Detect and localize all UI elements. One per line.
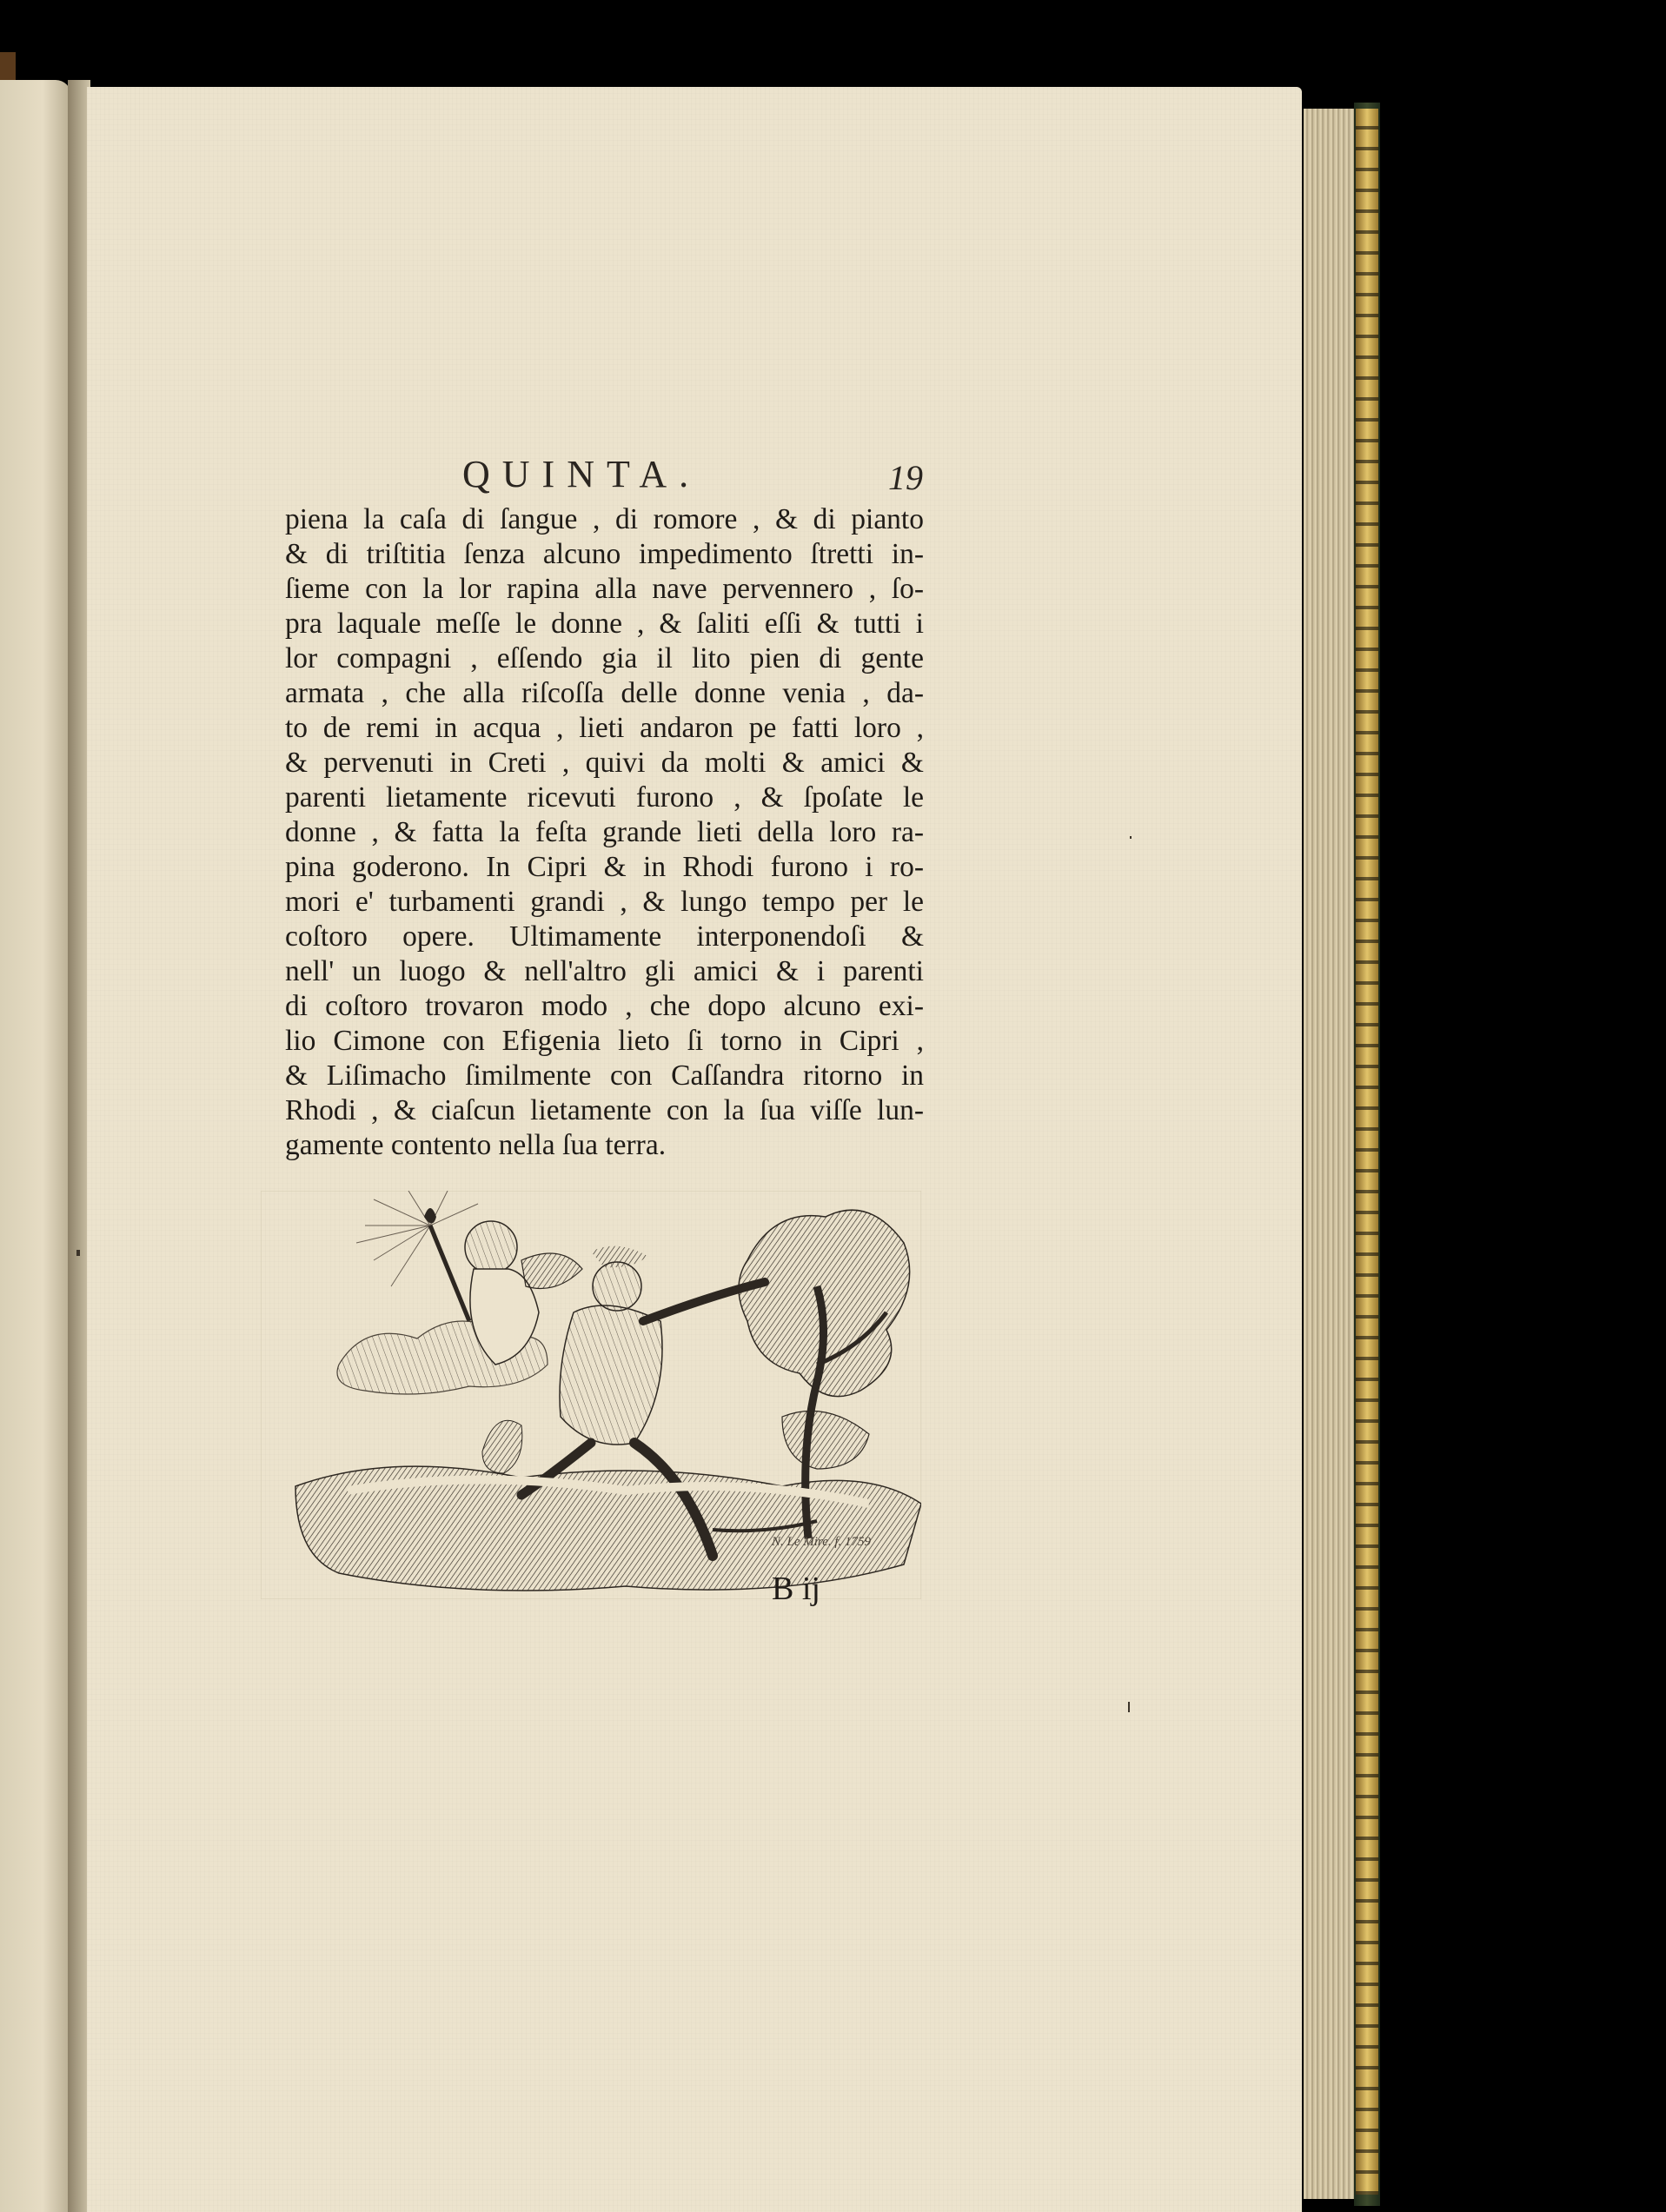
page-number: 19 — [888, 458, 923, 497]
body-text — [285, 502, 924, 1163]
signature-mark: B ij — [772, 1571, 820, 1607]
text-line: pra laquale meſſe le donne , & ſaliti eſſi & tutti i — [285, 608, 924, 640]
text-line: armata , che alla riſcoſſa delle donne venia , da- — [285, 677, 924, 709]
text-line: ſieme con la lor rapina alla nave pervennero , ſo- — [285, 573, 924, 605]
paper-speck — [1130, 836, 1132, 839]
page-block-edges — [1304, 109, 1356, 2199]
text-line: Rhodi , & ciaſcun lietamente con la ſua viſſe lun- — [285, 1094, 924, 1126]
text-line: coſtoro opere. Ultimamente interponendoſi & — [285, 920, 924, 953]
text-line: pina goderono. In Cipri & in Rhodi furono i ro- — [285, 851, 924, 883]
sunburst — [356, 1191, 478, 1286]
text-line: to de remi in acqua , lieti andaron pe fatti loro , — [285, 712, 924, 744]
text-line: lor compagni , eſſendo gia il lito pien di gente — [285, 642, 924, 674]
text-line: mori e' turbamenti grandi , & lungo tempo per le — [285, 886, 924, 918]
page-header — [462, 452, 923, 504]
text-line: lio Cimone con Efigenia lieto ſi torno in Cipri , — [285, 1025, 924, 1057]
text-line: di coſtoro trovaron modo , che dopo alcuno exi- — [285, 990, 924, 1022]
text-line: & di triſtitia ſenza alcuno impedimento ſtretti in- — [285, 538, 924, 570]
left-page-edge — [0, 80, 71, 2212]
text-line: piena la caſa di ſangue , di romore , & di pianto — [285, 503, 924, 535]
text-line: nell' un luogo & nell'altro gli amici & i parenti — [285, 955, 924, 987]
text-line: parenti lietamente ricevuti furono , & ſpoſate le — [285, 781, 924, 814]
gilt-spine-ornament — [1356, 109, 1378, 2195]
paper-speck — [76, 1250, 80, 1256]
text-line: & Liſimacho ſimilmente con Caſſandra ritorno in — [285, 1060, 924, 1092]
paper-speck — [1128, 1702, 1130, 1712]
text-line: gamente contento nella ſua terra. — [285, 1129, 667, 1161]
engraver-signature: N. Le Mire. f. 1759 — [772, 1535, 872, 1549]
text-line: & pervenuti in Creti , quivi da molti & amici & — [285, 747, 924, 779]
text-line: donne , & fatta la feſta grande lieti della loro ra- — [285, 816, 924, 848]
running-head: QUINTA. — [462, 453, 701, 495]
